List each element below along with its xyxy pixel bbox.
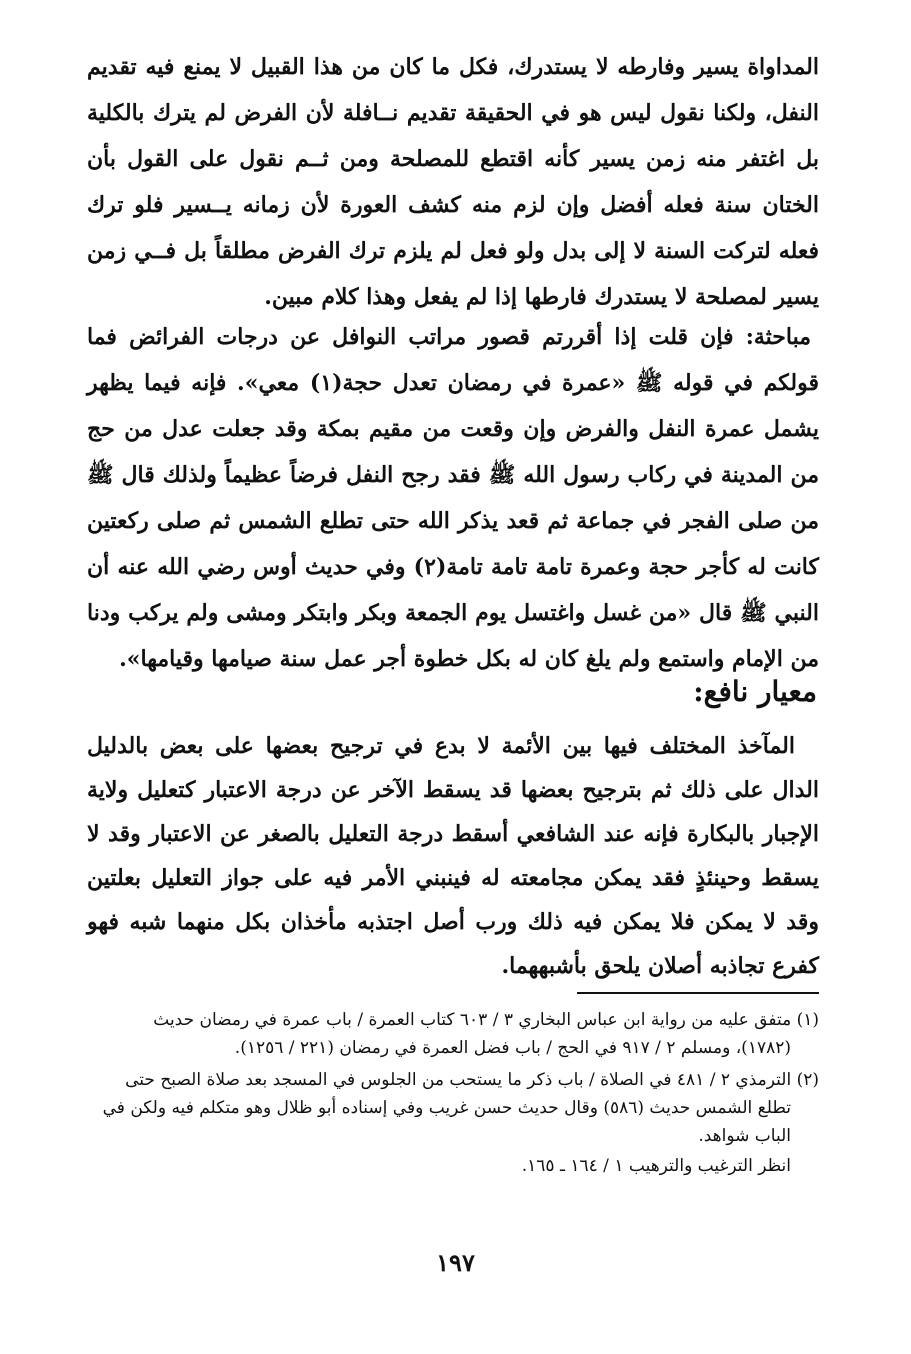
page-number: ١٩٧ xyxy=(436,1248,475,1277)
section-heading: معيار نافع: xyxy=(693,675,817,708)
footnote-2-line-1: (٢) الترمذي ٢ / ٤٨١ في الصلاة / باب ذكر ما يستحب من الجلوس في المسجد بعد صلاة الصبح حتى xyxy=(125,1070,819,1090)
footnote-2 xyxy=(87,1066,819,1180)
footnote-divider xyxy=(577,992,819,994)
body-paragraph-discussion: مباحثة: فإن قلت إذا أقررتم قصور مراتب النوافل عن درجات الفرائض فما قولكم في قوله ﷺ «عمرة في رمضان تعدل حجة(١) معي». فإنه فيما يظهر يشمل عمرة النفل والفرض وإن وقعت من مقيم بمكة وقد جعلت عدل من حج من المدينة في ركاب رسول الله ﷺ فقد رجح النفل فرضاً عظيماً ولذلك قال ﷺ من صلى الفجر في جماعة ثم قعد يذكر الله حتى تطلع الشمس ثم صلى ركعتين كانت له كأجر حجة وعمرة تامة تامة تامة(٢) وفي حديث أوس رضي الله عنه أن النبي ﷺ قال «من غسل واغتسل يوم الجمعة وبكر وابتكر ومشى ولم يركب ودنا من الإمام واستمع ولم يلغ كان له بكل خطوة أجر عمل سنة صيامها وقيامها». xyxy=(87,324,819,672)
body-paragraph-criterion: المآخذ المختلف فيها بين الأئمة لا بدع في ترجيح بعضها على بعض بالدليل الدال على ذلك ثم بترجيح بعضها قد يسقط الآخر عن درجة الاعتبار كتعليل ولاية الإجبار بالبكارة فإنه عند الشافعي أسقط درجة التعليل بالصغر عن الاعتبار وقد لا يسقط وحينئذٍ فقد يمكن مجامعته له فينبني الأمر فيه على جواز التعليل بعلتين وقد لا يمكن فلا يمكن فيه ذلك ورب أصل اجتذبه مأخذان بكل منهما شبه فهو كفرع تجاذبه أصلان يلحق بأشبههما. xyxy=(87,733,819,979)
footnote-2-line-2: تطلع الشمس حديث (٥٨٦) وقال حديث حسن غريب وفي إسناده أبو ظلال وهو متكلم فيه ولكن في xyxy=(102,1098,791,1118)
footnotes xyxy=(87,1006,819,1184)
footnote-1-line-1: (١) متفق عليه من رواية ابن عباس البخاري ٣ / ٦٠٣ كتاب العمرة / باب عمرة في رمضان حديث xyxy=(153,1010,819,1030)
footnote-2-line-3: الباب شواهد. xyxy=(698,1126,791,1146)
footnote-1-line-2: (١٧٨٢)، ومسلم ٢ / ٩١٧ في الحج / باب فضل العمرة في رمضان (٢٢١ / ١٢٥٦). xyxy=(234,1038,791,1058)
footnote-1 xyxy=(87,1006,819,1062)
body-paragraph: المداواة يسير وفارطه لا يستدرك، فكل ما كان من هذا القبيل لا يمنع فيه تقديم النفل، ولكنا نقول ليس هو في الحقيقة تقديم نــافلة لأن الفرض لم يترك بالكلية بل اغتفر منه زمن يسير كأنه اقتطع للمصلحة ومن ثــم نقول على القول بأن الختان سنة فعله أفضل وإن لزم منه كشف العورة لأن زمانه يــسير فلو ترك فعله لتركت السنة لا إلى بدل ولو فعل لم يلزم ترك الفرض مطلقاً بل فــي زمن يسير لمصلحة لا يستدرك فارطها إذا لم يفعل وهذا كلام مبين. xyxy=(87,54,819,310)
footnote-2-line-4: انظر الترغيب والترهيب ١ / ١٦٤ ـ ١٦٥. xyxy=(521,1156,791,1176)
